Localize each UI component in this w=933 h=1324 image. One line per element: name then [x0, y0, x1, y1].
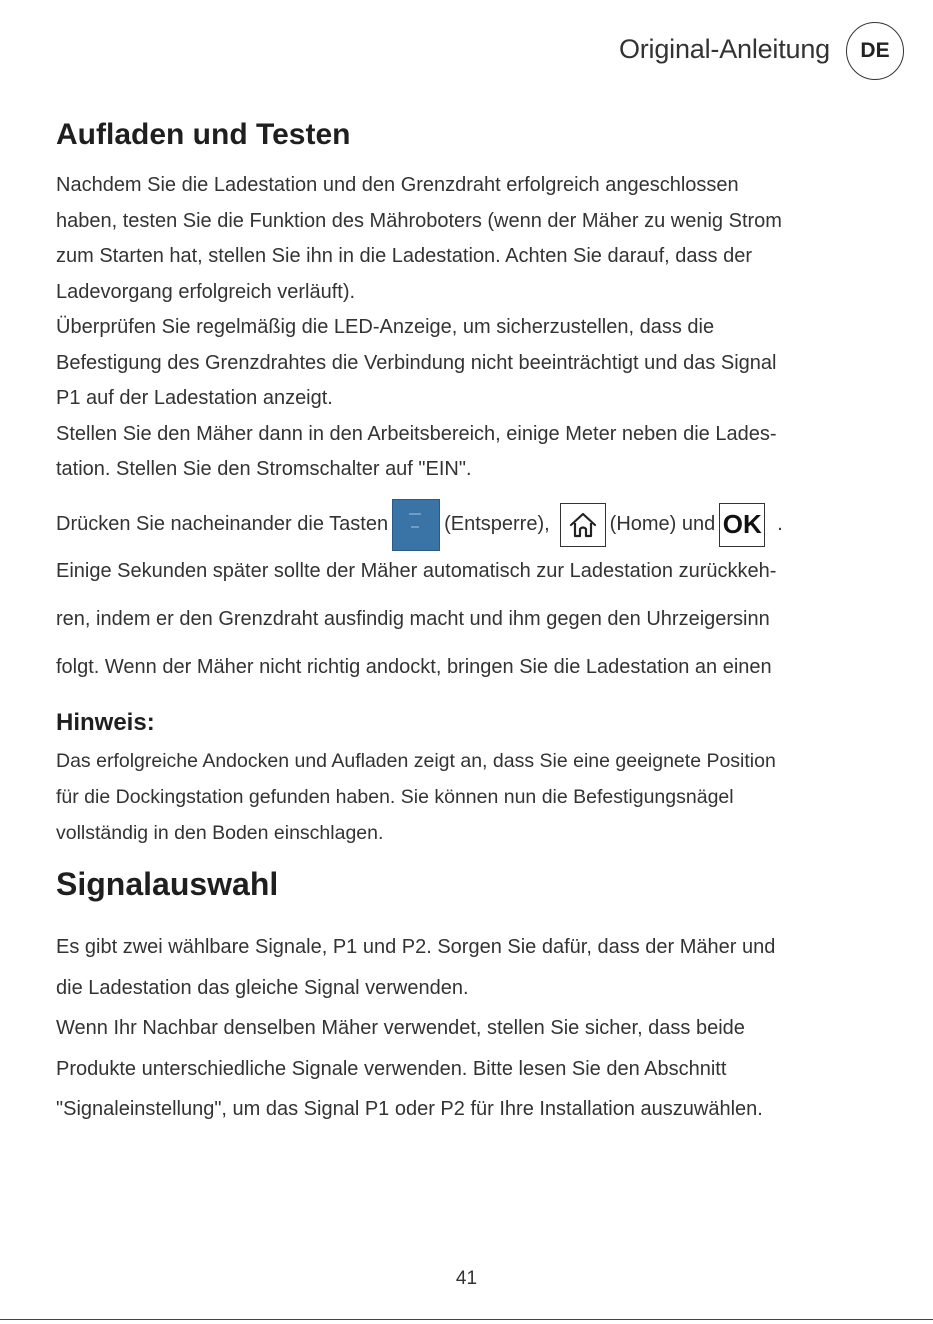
- header-title: Original-Anleitung: [618, 34, 830, 64]
- section-heading-signal: Signalauswahl: [56, 866, 279, 902]
- bottom-divider: [0, 1319, 933, 1320]
- page-number: 41: [455, 1268, 478, 1289]
- text-line: die Ladestation das gleiche Signal verwenden.: [56, 976, 469, 999]
- button-sequence-prefix: Drücken Sie nacheinander die Tasten: [56, 513, 389, 535]
- note-paragraph: [56, 750, 876, 858]
- text-line: Wenn Ihr Nachbar denselben Mäher verwendet, stellen Sie sicher, dass beide: [56, 1017, 745, 1039]
- text-line: Ladevorgang erfolgreich verläuft).: [56, 280, 356, 303]
- text-line: haben, testen Sie die Funktion des Mähroboters (wenn der Mäher zu wenig Strom: [56, 209, 782, 232]
- unlock-key-icon: [392, 499, 440, 551]
- text-line: Es gibt zwei wählbare Signale, P1 und P2. Sorgen Sie dafür, dass der Mäher und: [56, 936, 776, 958]
- button-sequence-line: [56, 497, 783, 552]
- text-line: vollständig in den Boden einschlagen.: [56, 822, 384, 844]
- text-line: ren, indem er den Grenzdraht ausfindig macht und ihm gegen den Uhrzeigersinn: [56, 608, 770, 630]
- text-line: tation. Stellen Sie den Stromschalter auf "EIN".: [56, 458, 472, 480]
- text-line: P1 auf der Ladestation anzeigt.: [56, 387, 333, 409]
- text-line: Überprüfen Sie regelmäßig die LED-Anzeige, um sicherzustellen, dass die: [56, 316, 715, 338]
- home-icon: [560, 503, 606, 547]
- return-paragraph: [56, 560, 876, 704]
- signal-paragraph: [56, 936, 876, 1139]
- charging-paragraph: [56, 174, 876, 494]
- text-line: Stellen Sie den Mäher dann in den Arbeitsbereich, einige Meter neben die Lades-: [56, 422, 777, 445]
- text-line: Einige Sekunden später sollte der Mäher automatisch zur Ladestation zurückkeh-: [56, 560, 777, 582]
- text-line: für die Dockingstation gefunden haben. Sie können nun die Befestigungsnägel: [56, 786, 734, 808]
- text-line: Das erfolgreiche Andocken und Aufladen zeigt an, dass Sie eine geeignete Position: [56, 750, 776, 772]
- text-line: Befestigung des Grenzdrahtes die Verbindung nicht beeinträchtigt und das Signal: [56, 351, 777, 374]
- ok-key-icon: OK: [719, 503, 765, 547]
- text-line: Nachdem Sie die Ladestation und den Grenzdraht erfolgreich angeschlossen: [56, 174, 739, 196]
- language-badge: DE: [846, 22, 904, 80]
- unlock-label: (Entsperre),: [444, 513, 550, 535]
- text-line: zum Starten hat, stellen Sie ihn in die Ladestation. Achten Sie darauf, dass der: [56, 245, 752, 267]
- text-line: Produkte unterschiedliche Signale verwenden. Bitte lesen Sie den Abschnitt: [56, 1057, 727, 1080]
- text-line: "Signaleinstellung", um das Signal P1 oder P2 für Ihre Installation auszuwählen.: [56, 1098, 763, 1120]
- text-line: folgt. Wenn der Mäher nicht richtig andockt, bringen Sie die Ladestation an einen: [56, 656, 772, 678]
- note-heading: Hinweis:: [56, 709, 155, 736]
- home-label: (Home) und: [609, 513, 716, 535]
- section-heading-charging: Aufladen und Testen: [56, 118, 351, 151]
- button-sequence-suffix: .: [777, 513, 783, 535]
